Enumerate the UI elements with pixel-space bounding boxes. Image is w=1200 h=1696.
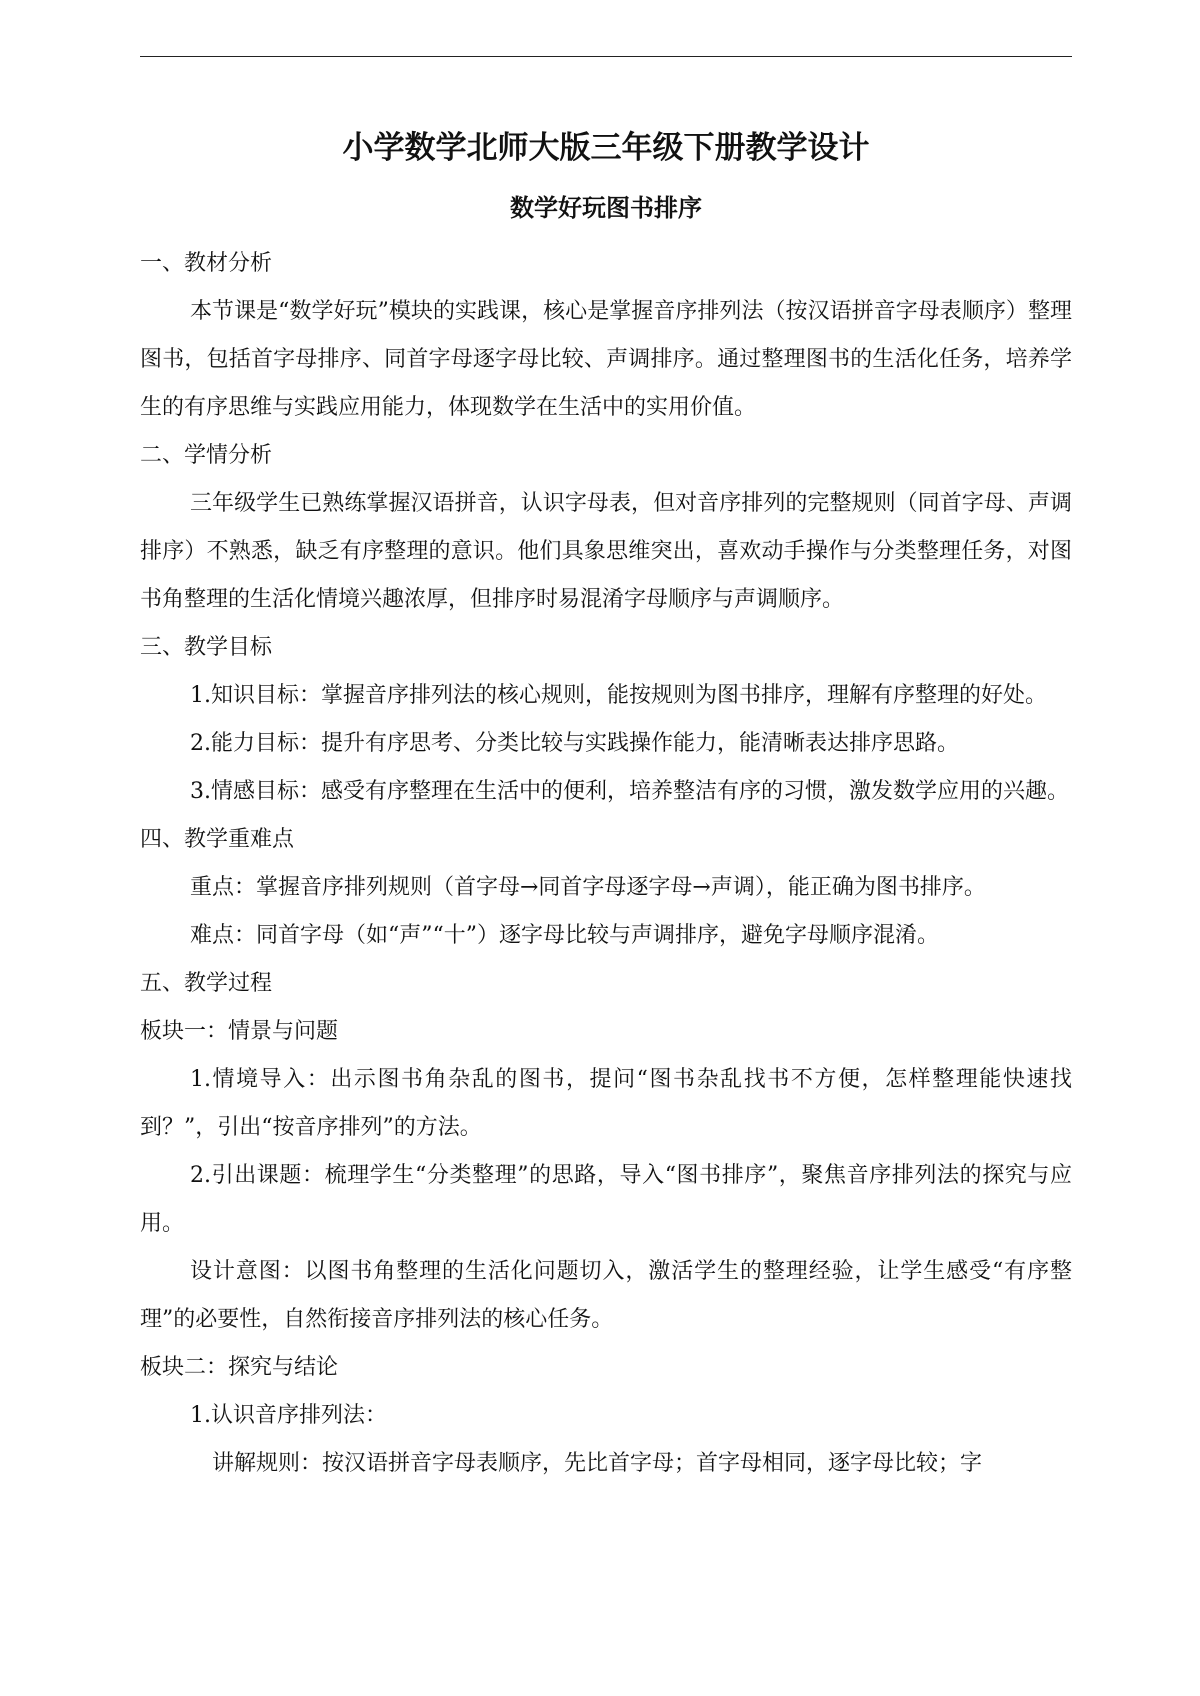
goal-knowledge: 1.知识目标：掌握音序排列法的核心规则，能按规则为图书排序，理解有序整理的好处。 — [190, 683, 1047, 708]
paragraph: 讲解规则：按汉语拼音字母表顺序，先比首字母；首字母相同，逐字母比较；字 — [212, 1451, 983, 1476]
goal-ability: 2.能力目标：提升有序思考、分类比较与实践操作能力，能清晰表达排序思路。 — [190, 731, 959, 756]
section-heading-4: 四、教学重难点 — [140, 827, 295, 852]
block-heading-2: 板块二：探究与结论 — [140, 1355, 339, 1380]
key-point: 重点：掌握音序排列规则（首字母→同首字母逐字母→声调），能正确为图书排序。 — [190, 875, 986, 900]
paragraph: 1.认识音序排列法： — [190, 1403, 387, 1428]
document-title: 小学数学北师大版三年级下册教学设计 — [342, 130, 870, 166]
paragraph: 2.引出课题：梳理学生“分类整理”的思路，导入“图书排序”，聚焦音序排列法的探究与应用。 — [140, 1163, 1072, 1236]
header-rule — [140, 56, 1072, 57]
section-heading-2: 二、学情分析 — [140, 443, 273, 468]
goal-emotion: 3.情感目标：感受有序整理在生活中的便利，培养整洁有序的习惯，激发数学应用的兴趣。 — [190, 779, 1069, 804]
block-heading-1: 板块一：情景与问题 — [140, 1019, 339, 1044]
section-heading-5: 五、教学过程 — [140, 971, 273, 996]
design-intent: 设计意图：以图书角整理的生活化问题切入，激活学生的整理经验，让学生感受“有序整理”的必要性，自然衔接音序排列法的核心任务。 — [140, 1259, 1072, 1332]
section-heading-3: 三、教学目标 — [140, 635, 273, 660]
paragraph: 1.情境导入：出示图书角杂乱的图书，提问“图书杂乱找书不方便，怎样整理能快速找到？”，引出“按音序排列”的方法。 — [140, 1067, 1072, 1140]
paragraph: 三年级学生已熟练掌握汉语拼音，认识字母表，但对音序排列的完整规则（同首字母、声调排序）不熟悉，缺乏有序整理的意识。他们具象思维突出，喜欢动手操作与分类整理任务，对图书角整理的生活化情境兴趣浓厚，但排序时易混淆字母顺序与声调顺序。 — [140, 491, 1072, 612]
document-body — [140, 118, 1072, 1488]
paragraph: 本节课是“数学好玩”模块的实践课，核心是掌握音序排列法（按汉语拼音字母表顺序）整理图书，包括首字母排序、同首字母逐字母比较、声调排序。通过整理图书的生活化任务，培养学生的有序思维与实践应用能力，体现数学在生活中的实用价值。 — [140, 299, 1072, 420]
difficult-point: 难点：同首字母（如“声”“十”）逐字母比较与声调排序，避免字母顺序混淆。 — [190, 923, 939, 948]
document-subtitle: 数学好玩图书排序 — [510, 193, 702, 222]
section-heading-1: 一、教材分析 — [140, 251, 273, 276]
